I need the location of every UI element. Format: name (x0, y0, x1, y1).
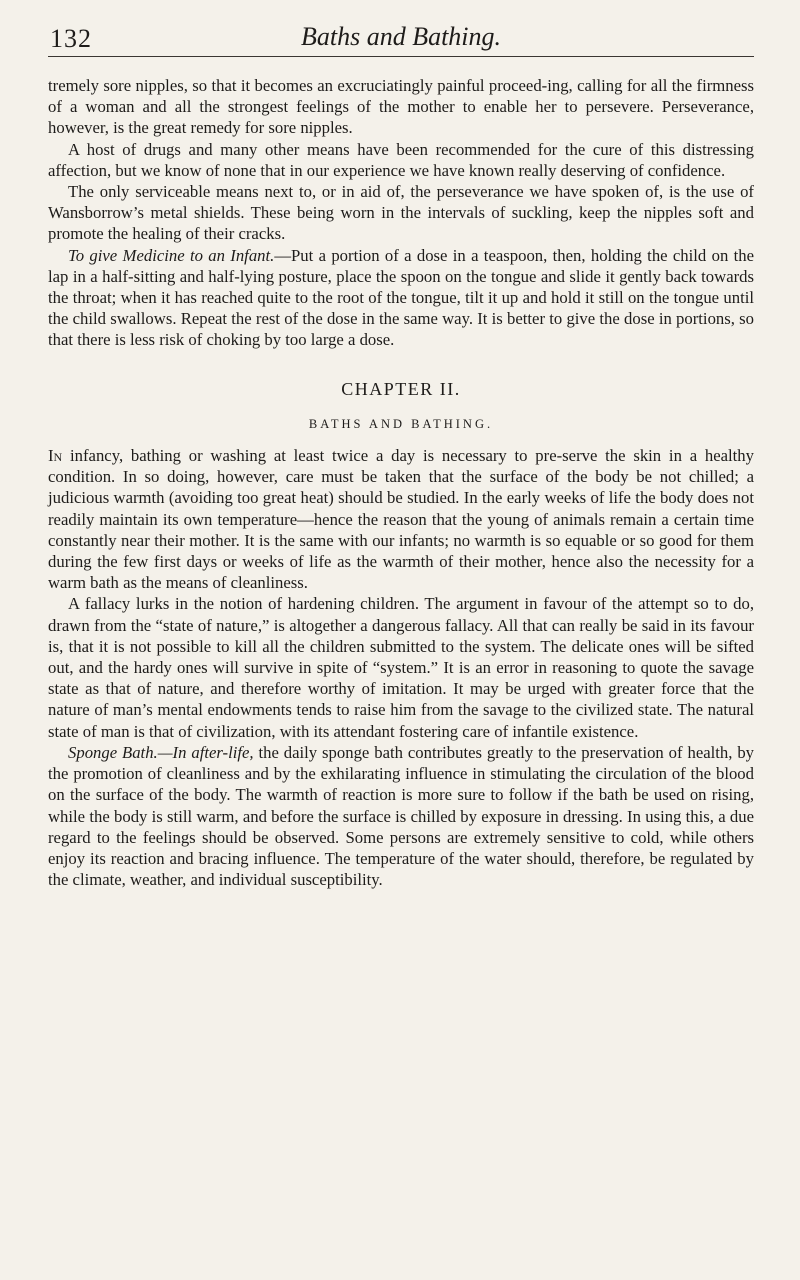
book-page (48, 22, 754, 890)
chapter-subheading: BATHS AND BATHING. (308, 416, 494, 431)
paragraph-hardening-fallacy: A fallacy lurks in the notion of hardening children. The argument in favour of the attempt so to do, drawn from the “state of nature,” is altogether a dangerous fallacy. All that can really be said in its favour is, that it is not possible to kill all the children submitted to the system. The delicate ones will be sifted out, and the hardy ones will survive in spite of “system.” It is an error in reasoning to quote the savage state as that of nature, and therefore worthy of imitation. It may be urged with greater force that the nature of man’s mental endowments tends to raise him from the savage to the civilized state. The natural state of man is that of civilization, with its attendant fostering care of infantile existence. (48, 594, 754, 741)
paragraph-infancy-bathing (48, 445, 754, 593)
sponge-bath-subheading: Sponge Bath.—In after-life, (68, 742, 254, 762)
running-title: Baths and Bathing. (300, 22, 502, 51)
chapter-heading: CHAPTER II. (341, 378, 461, 399)
paragraph-shields: The only serviceable means next to, or in aid of, the perseverance we have spoken of, is the use of Wansborrow’s metal shields. These being worn in the intervals of suckling, keep the nipples soft and promote the healing of their cracks. (48, 182, 754, 244)
paragraph-medicine (48, 245, 754, 351)
infancy-text: infancy, bathing or washing at least twice a day is necessary to pre-serve the skin in a healthy condition. In so doing, however, care must be taken that the surface of the body be not chilled; a judicious warmth (avoiding too great heat) should be studied. In the early weeks of life the body does not readily maintain its own temperature—hence the reason that the young of animals remain a certain time constantly near their mother. It is the same with our infants; no warmth is so equable or so good for them during the few first days or weeks of life as the warmth of their mother, hence also the necessity for a warm bath as the means of cleanliness. (48, 446, 754, 593)
drop-word: In (48, 446, 63, 466)
running-head (48, 22, 754, 57)
paragraph-drugs: A host of drugs and many other means have been recommended for the cure of this distressing affection, but we know of none that in our experience we have known really deserving of confidence. (48, 139, 754, 180)
medicine-subheading: To give Medicine to an Infant. (68, 245, 275, 265)
medicine-text: —Put a portion of a dose in a teaspoon, then, holding the child on the lap in a half-sitting and half-lying posture, place the spoon on the tongue and slide it gently back towards the throat; when it has reached quite to the root of the tongue, tilt it up and hold it still on the tongue until the child swallows. Repeat the rest of the dose in the same way. It is better to give the dose in portions, so that there is less risk of choking by too large a dose. (48, 245, 754, 350)
paragraph-sore-nipples: tremely sore nipples, so that it becomes an excruciatingly painful proceed-ing, calling for all the firmness of a woman and all the strongest feelings of the mother to enable her to persevere. Perseverance, however, is the great remedy for sore nipples. (48, 76, 754, 138)
sponge-bath-text: the daily sponge bath contributes greatly to the preservation of health, by the promotion of cleanliness and by the exhilarating influence in stimulating the circulation of the blood on the surface of the body. The warmth of reaction is more sure to follow if the bath be used on rising, while the body is still warm, and before the surface is chilled by exposure in dressing. In using this, a due regard to the feelings should be observed. Some persons are extremely sensitive to cold, while others enjoy its reaction and bracing influence. The temperature of the water should, therefore, be regulated by the climate, weather, and individual susceptibility. (48, 742, 755, 890)
page-number: 132 (50, 24, 92, 53)
paragraph-sponge-bath (48, 742, 754, 890)
body-text (48, 75, 754, 890)
